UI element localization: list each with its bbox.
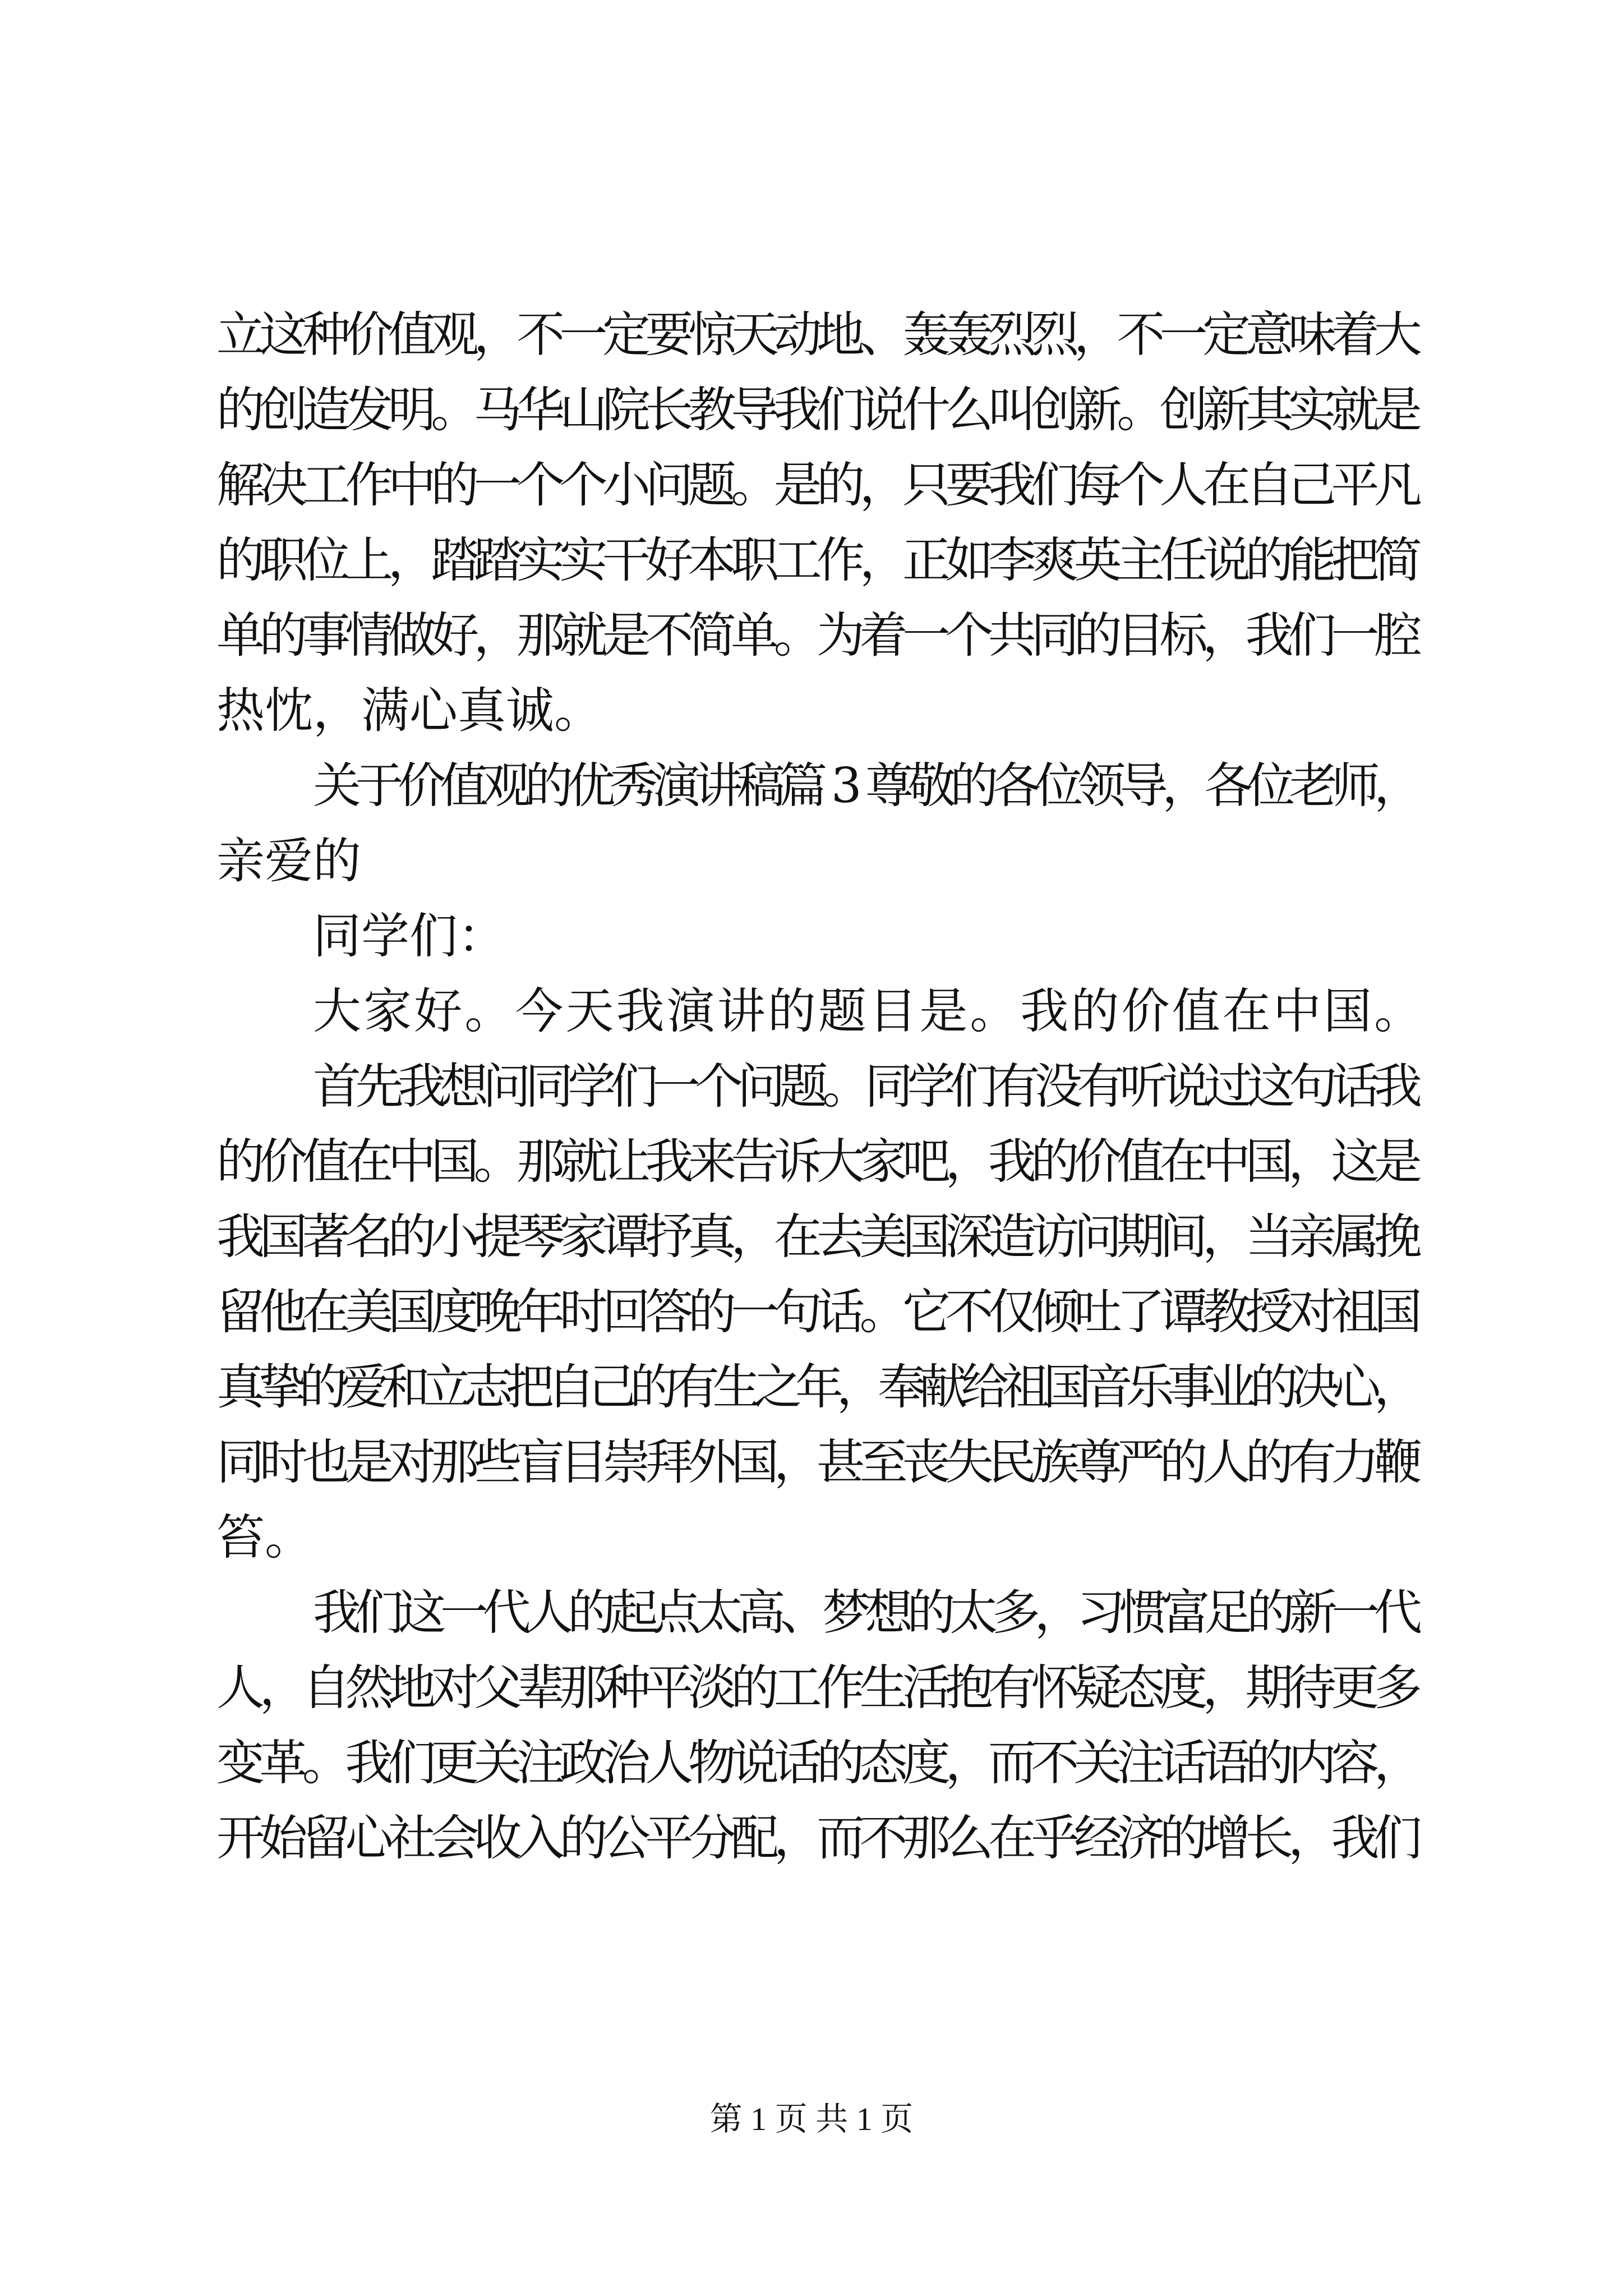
text-line: 的职位上，踏踏实实干好本职工作，正如李爽英主任说的能把简 xyxy=(216,532,1417,588)
text-line: 同学们： xyxy=(313,908,506,964)
text-line: 开始留心社会收入的公平分配，而不那么在乎经济的增长，我们 xyxy=(216,1810,1417,1866)
document-body xyxy=(216,297,1425,1876)
text-line: 我们这一代人的起点太高、梦想的太多，习惯富足的新一代 xyxy=(313,1585,1417,1641)
text-line: 同时也是对那些盲目崇拜外国，甚至丧失民族尊严的人的有力鞭 xyxy=(216,1434,1417,1490)
text-line: 我国著名的小提琴家谭抒真，在去美国深造访问期间，当亲属挽 xyxy=(216,1209,1417,1265)
text-line: 单的事情做好，那就是不简单。为着一个共同的目标，我们一腔 xyxy=(216,608,1417,664)
text-line: 人，自然地对父辈那种平淡的工作生活抱有怀疑态度，期待更多 xyxy=(216,1660,1417,1716)
text-line: 留他在美国度晚年时回答的一句话。它不仅倾吐了谭教授对祖国 xyxy=(216,1284,1417,1340)
page-footer: 第 1 页 共 1 页 xyxy=(709,2101,914,2137)
text-line: 立这种价值观，不一定要惊天动地、轰轰烈烈，不一定意味着大 xyxy=(216,307,1417,363)
text-line: 的创造发明。马华山院长教导我们说什么叫创新。创新其实就是 xyxy=(216,382,1417,438)
text-line: 解决工作中的一个个小问题。是的，只要我们每个人在自己平凡 xyxy=(216,457,1417,513)
text-line: 首先我想问同学们一个问题。同学们有没有听说过这句话我 xyxy=(313,1059,1417,1115)
text-line: 热忱，满心真诚。 xyxy=(216,683,602,739)
text-line: 变革。我们更关注政治人物说话的态度，而不关注话语的内容， xyxy=(216,1735,1417,1791)
text-line: 的价值在中国。那就让我来告诉大家吧，我的价值在中国，这是 xyxy=(216,1134,1417,1190)
text-line: 亲爱的 xyxy=(216,833,361,889)
text-line: 关于价值观的优秀演讲稿篇 3 尊敬的各位领导，各位老师， xyxy=(313,758,1417,814)
text-line: 真挚的爱和立志把自己的有生之年，奉献给祖国音乐事业的决心， xyxy=(216,1359,1415,1415)
text-line: 大家好。今天我演讲的题目是。我的价值在中国。 xyxy=(313,983,1425,1039)
text-line: 笞。 xyxy=(216,1510,313,1566)
